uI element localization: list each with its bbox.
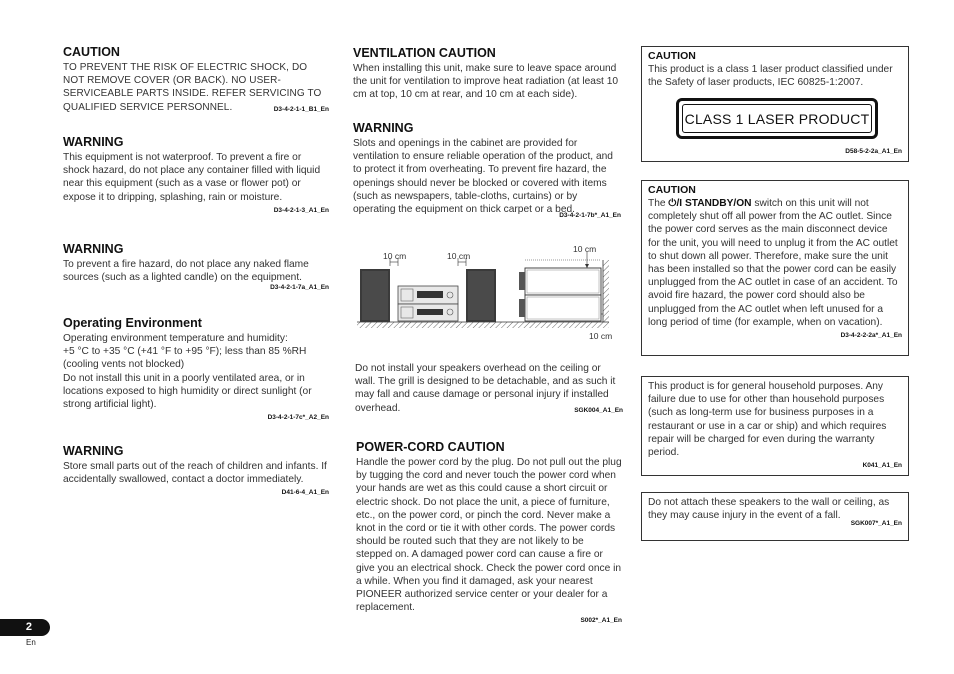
laser-caution-title: CAUTION: [648, 50, 696, 62]
side-unit-top: [525, 268, 601, 295]
laser-label: [676, 98, 878, 139]
warning-text: Slots and openings in the cabinet are provided for ventilation to ensure reliable operation of the product, and to protect it from overheating. To prevent fire hazard, the openings should never be blocked or covered with items (such as newspapers, table-cloths, curtains) or by operating the equipment on thick carpet or a bed.: [353, 138, 613, 216]
laser-code: D58-5-2-2a_A1_En: [845, 148, 902, 155]
speakers-wall-box: [641, 492, 909, 541]
speakers-wall-code: SGK007*_A1_En: [850, 520, 902, 528]
household-text: This product is for general household purposes. Any failure due to use for other than household purposes (such as long-term use for business purposes in a restaurant or use in a car or ship) and which requires repair will be charged for even during the warranty period.: [648, 381, 887, 459]
ventilation-text: When installing this unit, make sure to leave space around the unit for ventilation to improve heat radiation (at least 10 cm at top, 10 cm at rear, and 10 cm at each side).: [353, 63, 619, 101]
side-unit-bottom: [525, 295, 601, 321]
warning-title: WARNING: [63, 135, 124, 149]
side-floor: [515, 322, 609, 328]
warning-code: D3-4-2-1-7b*_A1_En: [559, 212, 621, 220]
operating-code: D3-4-2-1-7c*_A2_En: [267, 414, 329, 422]
caution-text: TO PREVENT THE RISK OF ELECTRIC SHOCK, DO NOT REMOVE COVER (OR BACK). NO USER-SERVICEABLE PARTS INSIDE. REFER SERVICING TO QUALIFIED SERVICE PERSONNEL.: [63, 62, 322, 113]
ventilation-section: [353, 46, 621, 102]
power-cord-title: POWER-CORD CAUTION: [356, 440, 505, 454]
operating-line3: Do not install this unit in a poorly ventilated area, or in locations exposed to high humidity or direct sunlight (or strong artificial light).: [63, 372, 312, 411]
ventilation-warning-section: [353, 121, 621, 219]
ventilation-diagram: [355, 242, 621, 346]
wall: [603, 260, 609, 322]
power-cord-text: Handle the power cord by the plug. Do not pull out the plug by tugging the cord and never touch the power cord when your hands are wet as this could cause a short circuit or electric shock. Do not place the unit, a piece of furniture, etc., on the power cord, or pinch the cord. Never make a knot in the cord or tie it with other cords. The power cords should be routed such that they are not likely to be stepped on. A damaged power cord can cause a fire or give you an electrical shock. Check the power cord once in a while. When you find it damaged, ask your nearest PIONEER authorized service center or your dealer for a replacement.: [356, 457, 622, 614]
warning-code: D41-6-4_A1_En: [281, 489, 329, 497]
speaker-overhead-section: [355, 362, 623, 414]
laser-caution-text: This product is a class 1 laser product classified under the Safety of laser products, IEC 60825-1:2007.: [648, 64, 893, 89]
caution-section: [63, 45, 329, 113]
warning-title: WARNING: [63, 444, 124, 458]
warning-title: WARNING: [63, 242, 124, 256]
standby-code: D3-4-2-2-2a*_A1_En: [840, 332, 902, 340]
power-cord-section: [356, 440, 622, 624]
warning-text: This equipment is not waterproof. To prevent a fire or shock hazard, do not place any container filled with liquid near this equipment (such as a vase or flower pot) or expose it to dripping, splashing, rain or moisture.: [63, 152, 321, 203]
caution-title: CAUTION: [63, 45, 120, 59]
warning-text: To prevent a fire hazard, do not place any naked flame sources (such as a lighted candle) on the equipment.: [63, 259, 309, 284]
speaker-overhead-code: SGK004_A1_En: [574, 406, 623, 414]
standby-text: switch on this unit will not completely shut off all power from the AC outlet. Since the power cord serves as the main disconnect device for the unit, you will need to unplug it from the AC outlet to shut down all power. Therefore, make sure the unit has been installed so that the power cord can be easily unplugged from the AC outlet in case of an accident. To avoid fire hazard, the power cord should also be unplugged from the AC outlet when left unused for a long period of time (for example, when on vacation).: [648, 198, 898, 328]
warning-waterproof-section: [63, 135, 329, 214]
dim-label-left: 10 cm: [383, 251, 407, 261]
operating-line2: +5 °C to +35 °C (+41 °F to +95 °F); less than 85 %RH (cooling vents not blocked): [63, 346, 307, 371]
household-code: K041_A1_En: [862, 462, 902, 470]
standby-caution-paragraph: [648, 197, 902, 329]
speaker-overhead-text: Do not install your speakers overhead on the ceiling or wall. The grill is designed to be detachable, and as such it may fall and cause damage or personal injury if installed overhead.: [355, 363, 616, 414]
warning-code: D3-4-2-1-7a_A1_En: [270, 284, 329, 292]
language-label: En: [26, 638, 36, 647]
household-box: [641, 376, 909, 476]
laser-label-text: CLASS 1 LASER PRODUCT: [682, 104, 872, 133]
laser-caution-box: [641, 46, 909, 162]
dim-label-top: 10 cm: [573, 244, 597, 254]
ventilation-title: VENTILATION CAUTION: [353, 46, 496, 60]
standby-caution-title: CAUTION: [648, 184, 696, 196]
warning-code: D3-4-2-1-3_A1_En: [273, 206, 329, 214]
power-cord-code: S002*_A1_En: [580, 617, 622, 625]
operating-environment-section: [63, 316, 329, 421]
standby-caution-box: [641, 180, 909, 356]
floor: [357, 322, 515, 328]
standby-pre: The: [648, 198, 669, 209]
operating-title: Operating Environment: [63, 316, 202, 330]
page-number: 2: [0, 619, 50, 636]
standby-switch-label: ⏻/I STANDBY/ON: [668, 198, 752, 209]
dim-label-rear: 10 cm: [589, 331, 613, 341]
warning-title: WARNING: [353, 121, 414, 135]
caution-code: D3-4-2-1-1_B1_En: [273, 105, 329, 113]
warning-small-parts-section: [63, 444, 329, 496]
operating-line1: Operating environment temperature and humidity:: [63, 333, 288, 344]
dim-label-mid: 10 cm: [447, 251, 471, 261]
warning-text: Store small parts out of the reach of children and infants. If accidentally swallowed, contact a doctor immediately.: [63, 461, 327, 486]
warning-flame-section: [63, 242, 329, 291]
speakers-wall-text: Do not attach these speakers to the wall or ceiling, as they may cause injury in the event of a fall.: [648, 497, 890, 522]
